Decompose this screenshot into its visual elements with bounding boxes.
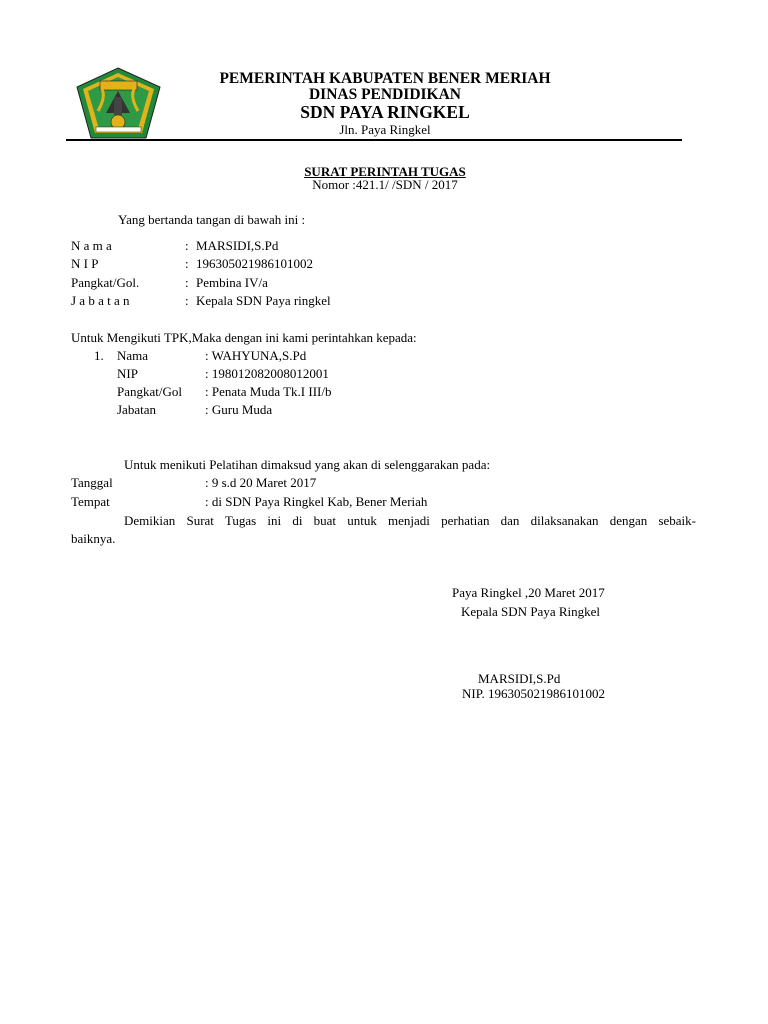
government-heading: PEMERINTAH KABUPATEN BENER MERIAH xyxy=(219,70,551,87)
signer-position-colon: : xyxy=(185,293,189,308)
signer-name-colon: : xyxy=(185,238,189,253)
assignee-nip-value: : 198012082008012001 xyxy=(205,366,329,381)
letter-number: Nomor :421.1/ /SDN / 2017 xyxy=(312,177,458,192)
signature-nip: NIP. 196305021986101002 xyxy=(462,686,606,701)
signer-name-label: N a m a xyxy=(71,238,112,253)
signer-nip-value: 196305021986101002 xyxy=(196,256,313,271)
place-value: : di SDN Paya Ringkel Kab, Bener Meriah xyxy=(205,494,428,509)
signer-nip-colon: : xyxy=(185,256,189,271)
signer-nip-label: N I P xyxy=(71,256,99,271)
opening-line: Yang bertanda tangan di bawah ini : xyxy=(118,212,306,227)
school-name: SDN PAYA RINGKEL xyxy=(300,102,470,122)
signer-position-label: J a b a t a n xyxy=(71,293,130,308)
signer-name-value: MARSIDI,S.Pd xyxy=(196,238,279,253)
place-label: Tempat xyxy=(71,494,110,509)
assignee-position-label: Jabatan xyxy=(117,402,156,417)
assignee-name-label: Nama xyxy=(117,348,149,363)
department-heading: DINAS PENDIDIKAN xyxy=(308,86,461,103)
instruction-line: Untuk Mengikuti TPK,Maka dengan ini kami perintahkan kepada: xyxy=(71,330,417,345)
school-address: Jln. Paya Ringkel xyxy=(339,122,431,137)
assignee-rank-value: : Penata Muda Tk.I III/b xyxy=(205,384,332,399)
date-value: : 9 s.d 20 Maret 2017 xyxy=(205,475,317,490)
signature-place-date: Paya Ringkel ,20 Maret 2017 xyxy=(452,585,605,600)
assignee-position-value: : Guru Muda xyxy=(205,402,273,417)
assignee-rank-label: Pangkat/Gol xyxy=(117,384,182,399)
closing-second-line: baiknya. xyxy=(71,531,116,546)
assignee-name-value: : WAHYUNA,S.Pd xyxy=(205,348,307,363)
signature-name: MARSIDI,S.Pd xyxy=(478,671,561,686)
signer-rank-label: Pangkat/Gol. xyxy=(71,275,140,290)
signer-rank-value: Pembina IV/a xyxy=(196,275,268,290)
closing-first-line: Demikian Surat Tugas ini di buat untuk menjadi perhatian dan dilaksanakan dengan sebaik- xyxy=(124,513,696,528)
letter-title: SURAT PERINTAH TUGAS xyxy=(304,164,466,179)
signer-rank-colon: : xyxy=(185,275,189,290)
header-divider xyxy=(66,139,682,141)
assignee-number: 1. xyxy=(94,348,104,363)
assignee-nip-label: NIP xyxy=(117,366,138,381)
date-label: Tanggal xyxy=(71,475,113,490)
signature-position: Kepala SDN Paya Ringkel xyxy=(461,604,601,619)
signer-position-value: Kepala SDN Paya ringkel xyxy=(196,293,331,308)
regency-emblem-icon xyxy=(76,67,161,139)
purpose-line: Untuk menikuti Pelatihan dimaksud yang akan di selenggarakan pada: xyxy=(124,457,491,472)
